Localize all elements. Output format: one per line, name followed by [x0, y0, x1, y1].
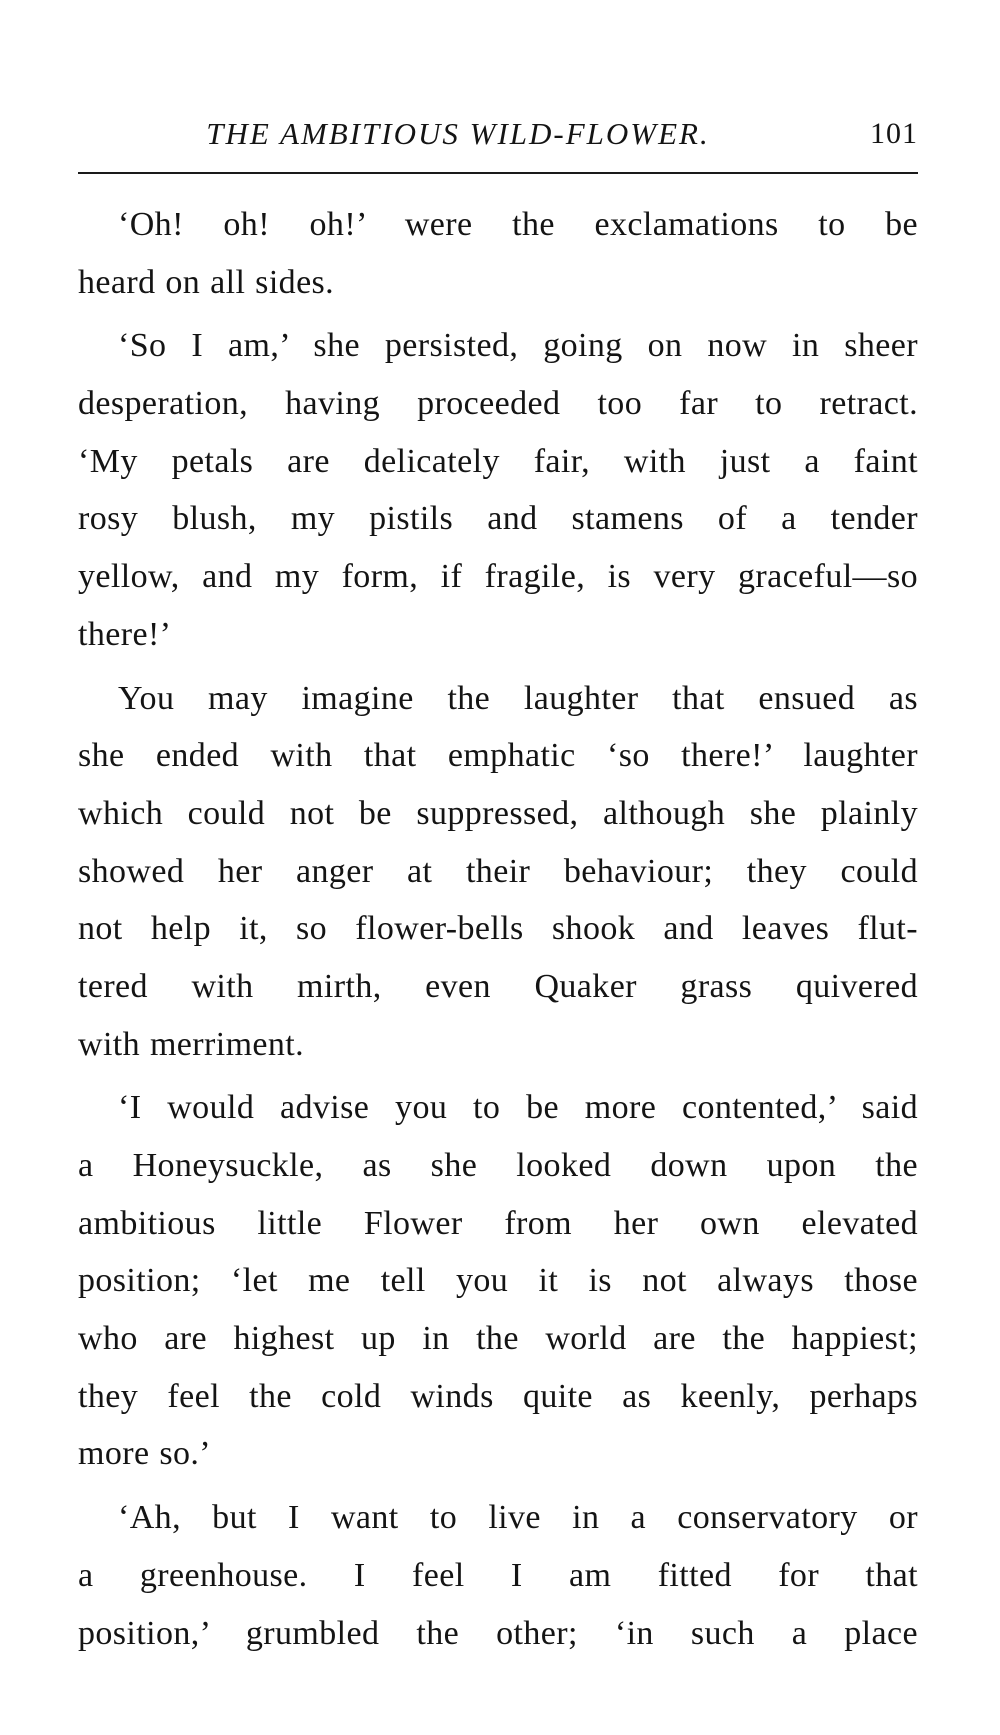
- page-number: 101: [870, 117, 918, 150]
- text-line: desperation, having proceeded too far to retract.: [78, 385, 918, 423]
- text-line: showed her anger at their behaviour; they could: [78, 852, 918, 890]
- text-line: there!’: [78, 615, 172, 653]
- text-line: more so.’: [78, 1435, 212, 1473]
- paragraph: [78, 196, 918, 311]
- text-line: heard on all sides.: [78, 263, 335, 301]
- paragraph: [78, 1079, 918, 1483]
- paragraph: [78, 317, 918, 663]
- text-line: yellow, and my form, if fragile, is very graceful—so: [78, 558, 918, 596]
- header-rule: [78, 172, 918, 174]
- paragraph: [78, 1489, 918, 1662]
- text-line: a Honeysuckle, as she looked down upon the: [78, 1147, 918, 1184]
- body-text: [78, 196, 918, 1662]
- text-line: ‘Oh! oh! oh!’ were the exclamations to be: [118, 206, 918, 243]
- text-line: ‘My petals are delicately fair, with just a faint: [78, 442, 918, 480]
- running-head: [78, 112, 918, 156]
- text-line: she ended with that emphatic ‘so there!’ laughter: [78, 737, 918, 775]
- running-title: THE AMBITIOUS WILD-FLOWER.: [206, 116, 710, 151]
- text-line: position; ‘let me tell you it is not always those: [78, 1262, 918, 1300]
- paragraph: [78, 670, 918, 1074]
- text-line: who are highest up in the world are the happiest;: [78, 1320, 918, 1358]
- text-line: rosy blush, my pistils and stamens of a tender: [78, 500, 918, 538]
- text-line: position,’ grumbled the other; ‘in such a place: [78, 1614, 918, 1652]
- text-line: tered with mirth, even Quaker grass quivered: [78, 967, 918, 1005]
- text-line: a greenhouse. I feel I am fitted for that: [78, 1556, 918, 1594]
- text-line: not help it, so flower-bells shook and leaves flut-: [78, 910, 918, 948]
- text-line: ‘So I am,’ she persisted, going on now in sheer: [118, 327, 918, 365]
- text-line: which could not be suppressed, although she plainly: [78, 794, 918, 832]
- text-line: ambitious little Flower from her own elevated: [78, 1204, 918, 1242]
- text-line: with merriment.: [78, 1025, 305, 1063]
- text-line: ‘I would advise you to be more contented,’ said: [118, 1089, 918, 1127]
- text-line: they feel the cold winds quite as keenly, perhaps: [78, 1377, 918, 1415]
- text-line: You may imagine the laughter that ensued as: [118, 679, 918, 717]
- text-line: ‘Ah, but I want to live in a conservatory or: [118, 1499, 918, 1537]
